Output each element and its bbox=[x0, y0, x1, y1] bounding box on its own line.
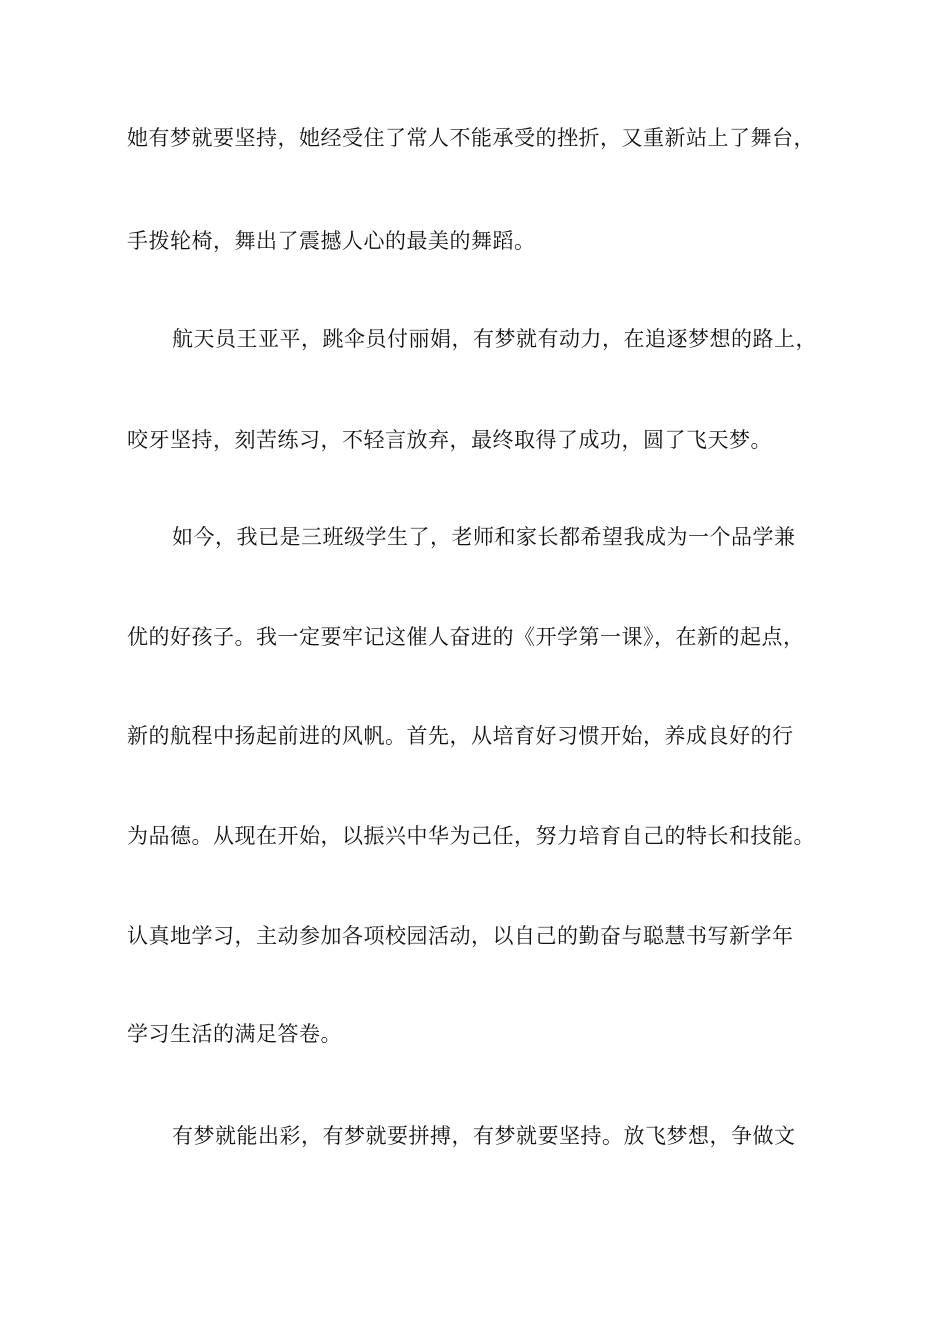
text-line-1: 她有梦就要坚持，她经受住了常人不能承受的挫折，又重新站上了舞台， bbox=[127, 126, 815, 150]
text-line-6: 优的好孩子。我一定要牢记这催人奋进的《开学第一课》，在新的起点， bbox=[127, 625, 805, 649]
text-line-2: 手拨轮椅，舞出了震撼人心的最美的舞蹈。 bbox=[127, 229, 536, 253]
text-line-4: 咬牙坚持，刻苦练习，不轻言放弃，最终取得了成功，圆了飞天梦。 bbox=[127, 428, 772, 452]
text-line-5: 如今，我已是三班级学生了，老师和家长都希望我成为一个品学兼 bbox=[172, 525, 796, 549]
text-line-9: 认真地学习，主动参加各项校园活动，以自己的勤奋与聪慧书写新学年 bbox=[127, 924, 794, 948]
text-line-11: 有梦就能出彩，有梦就要拼搏，有梦就要坚持。放飞梦想，争做文 bbox=[172, 1124, 796, 1148]
text-line-3: 航天员王亚平，跳伞员付丽娟，有梦就有动力，在追逐梦想的路上， bbox=[172, 327, 817, 351]
text-line-10: 学习生活的满足答卷。 bbox=[127, 1022, 342, 1046]
text-line-7: 新的航程中扬起前进的风帆。首先，从培育好习惯开始，养成良好的行 bbox=[127, 724, 794, 748]
text-line-8: 为品德。从现在开始，以振兴中华为己任，努力培育自己的特长和技能。 bbox=[127, 824, 815, 848]
